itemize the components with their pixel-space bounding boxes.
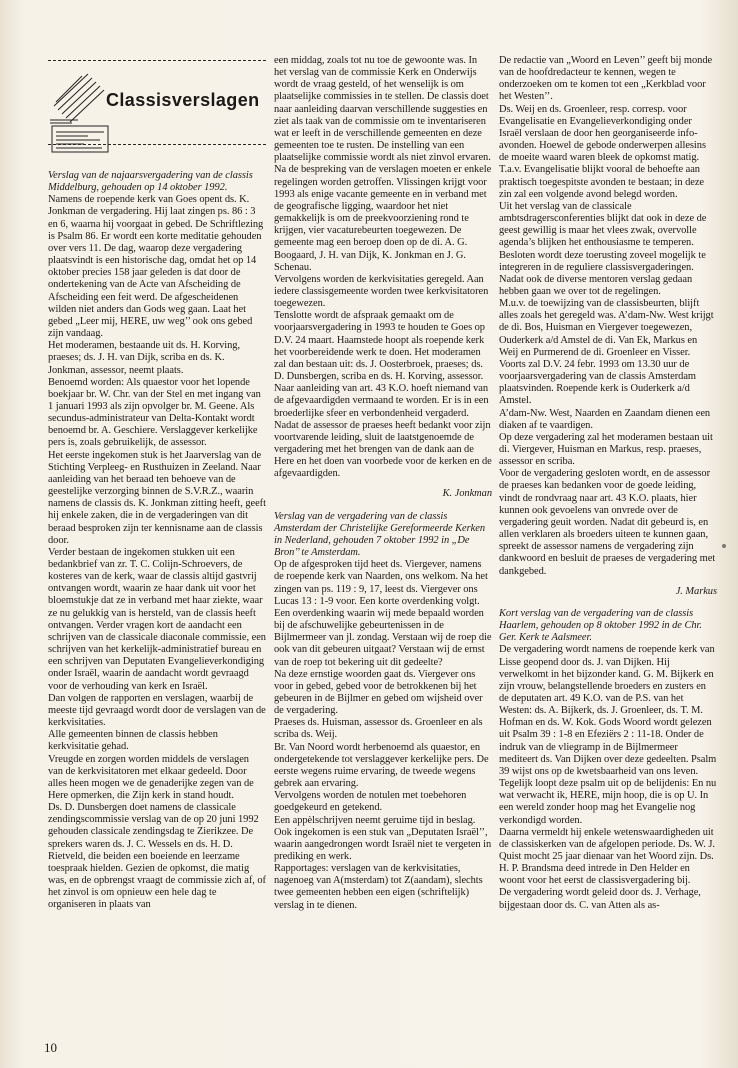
author-signature: J. Markus bbox=[675, 585, 717, 597]
paragraph: Daarna vermeldt hij enkele wetenswaardigheden uit de classiskerken van de afgelopen periode. Ds. W. J. Quist mocht 25 jaar dienaar van het Woord zijn. Ds. H. P. Brandsma deed intrede in Den Helder en woont voor het eerst de classisvergadering bij. bbox=[499, 826, 715, 887]
paragraph: Praeses ds. Huisman, assessor ds. Groenleer en als scriba ds. Weij. bbox=[274, 717, 483, 741]
author-signature: K. Jonkman bbox=[442, 488, 492, 500]
paragraph: Nadat de assessor de praeses heeft bedankt voor zijn voortvarende leiding, sluit de laatstgenoemde de vergadering met het brengen van de dank aan de Here en het doen van voorbede voor de kerken en de afgevaardigden. bbox=[274, 419, 492, 480]
paragraph: Benoemd worden: Als quaestor voor het lopende boekjaar br. W. Chr. van der Stel en met ingang van 1 januari 1993 als zijn opvolger br. M. Geene. Als secundus-administrateur van Delta-Kontakt wordt benoemd br. A. Geschiere. Verslaggever kerkelijke pers is, zoals gebruikelijk, de assessor. bbox=[48, 376, 261, 449]
paragraph: Ds. D. Dunsbergen doet namens de classicale zendingscommissie verslag van de op 20 juni 1992 gehouden classicale zendingsdag te Zierikzee. De sprekers waren ds. J. C. Wessels en ds. H. D. Rietveld, die beiden een boeiende en leerzame toespraak hielden. Gezien de opkomst, die matig was, en de opbrengst vraagt de commissie zich af, of het zinvol is om opnieuw een hele dag te organiseren in plaats van bbox=[48, 802, 266, 911]
header-top-rule bbox=[48, 60, 266, 61]
paragraph: Alle gemeenten binnen de classis hebben kerkvisitatie gehad. bbox=[48, 729, 218, 753]
paragraph: Op deze vergadering zal het moderamen bestaan uit di. Viergever, Huisman en Markus, resp. praeses, assessor en scriba. bbox=[499, 431, 713, 468]
report-intro: Kort verslag van de vergadering van de classis Haarlem, gehouden op 8 oktober 1992 in de Chr. Ger. Kerk te Aalsmeer. bbox=[499, 607, 702, 644]
paragraph: Op de afgesproken tijd heet ds. Viergever, namens de roepende kerk van Naarden, ons welkom. Na het zingen van ps. 119 : 9, 17, leest ds. Viergever ons Lucas 13 : 1-9 voor. Een korte overdenking volgt. Een overdenking waarin wij mede bepaald worden bij de afschuwelijke gebeurtenissen in de Bijlmermeer van jl. zondag. Verstaan wij de roep die ook van dit gebeuren uitgaat? Verstaan wij de ernst van de roep tot bekering uit dit gedeelte? bbox=[274, 559, 492, 668]
paragraph: een middag, zoals tot nu toe de gewoonte was. In het verslag van de commissie Kerk en Onderwijs wordt de vraag gesteld, of het wenselijk is om plaatselijke commissies in te stellen. De classis doet naar aanleiding daarvan verschillende suggesties en ziet als taak van de commissie om te inventariseren wat er leeft in de verschillende gemeenten en deze gemeenten toe te rusten. De instelling van een plaatselijke commissie wordt als niet zinvol ervaren. bbox=[274, 55, 491, 164]
paragraph: M.u.v. de toewijzing van de classisbeurten, blijft alles zoals het geregeld was. A’dam-Nw. West krijgt de di. Bos, Huisman en Viergever toegewezen, Ouderkerk a/d Amstel de di. Van Ek, Markus en Weij en Purmerend de di. Groenleer en Visser. bbox=[499, 298, 714, 358]
section-header bbox=[48, 60, 266, 175]
paragraph: Rapportages: verslagen van de kerkvisitaties, nagenoeg van A(msterdam) tot Z(aandam), slechts twee gemeenten hebben een eigen (schriftelijk) verslag in te dienen. bbox=[274, 863, 483, 911]
page-number: 10 bbox=[44, 1040, 57, 1055]
column-left bbox=[48, 170, 266, 912]
paragraph: Namens de roepende kerk van Goes opent ds. K. Jonkman de vergadering. Hij laat zingen ps. 86 : 3 en 6, waarna hij voorgaat in gebed. De Schriftlezing is Psalm 86. Er wordt een korte meditatie gehouden over vers 11. De dag, waarop deze vergadering plaatsvindt is een historische dag, omdat het op 14 oktober precies 158 jaar geleden is dat door de ondertekening van de Acte van Afscheiding de Afscheiding een feit werd. De afgescheidenen wilden niet anders dan Gods weg gaan. Laat het gebed „Leer mij, HERE, uw weg’’ ook ons gebed zijn vandaag. bbox=[48, 194, 264, 340]
paragraph: Dan volgen de rapporten en verslagen, waarbij de meeste tijd gevraagd wordt door de verslagen van de kerkvisitaties. bbox=[48, 692, 266, 729]
paragraph: A’dam-Nw. West, Naarden en Zaandam dienen een diaken af te vaardigen. bbox=[499, 407, 711, 431]
paragraph: Na de bespreking van de verslagen moeten er enkele regelingen worden getroffen. Vlissingen krijgt voor 1993 als enige vacante gemeente en in verband met de geografische ligging, waardoor het niet gemakkelijk is om de preekvoorziening rond te krijgen, vier vacaturebeurten toegewezen. De gemeente mag een beroep doen op de di. A. G. Boogaard, J. H. van Dijk, K. Jonkman en J. G. Schenau. bbox=[274, 164, 492, 273]
edge-mark bbox=[722, 544, 726, 548]
paragraph: Vreugde en zorgen worden middels de verslagen van de kerkvisitatoren met elkaar gedeeld. Door alles heen mogen we de genaderijke zegen van de Here opmerken, die Zijn kerk in stand houdt. bbox=[48, 753, 254, 801]
paragraph: Het moderamen, bestaande uit ds. H. Korving, praeses; ds. J. H. van Dijk, scriba en ds. K. Jonkman, assessor, neemt plaats. bbox=[48, 340, 241, 376]
paragraph: Vervolgens worden de notulen met toebehoren goedgekeurd en getekend. bbox=[274, 790, 467, 814]
paragraph: Ook ingekomen is een stuk van „Deputaten Israël’’, waarin aangedrongen wordt Israël niet te vergeten in prediking en werk. bbox=[274, 826, 492, 862]
paragraph: De vergadering wordt geleid door ds. J. Verhage, bijgestaan door ds. C. van Atten als as- bbox=[499, 887, 701, 911]
paragraph: Naar aanleiding van art. 43 K.O. hoeft niemand van de afgevaardigden vermaand te worden. Er is in een broederlijke sfeer en verbondenheid vergaderd. bbox=[274, 383, 489, 419]
paragraph: Tenslotte wordt de afspraak gemaakt om de voorjaarsvergadering in 1993 te houden te Goes op D.V. 24 maart. Haamstede hoopt als roepende kerk het voorbereidende werk te doen. Het moderamen zal dan bestaan uit: ds. J. Oosterbroek, praeses; ds. D. Dunsbergen, scriba en ds. H. Korving, assessor. bbox=[274, 310, 485, 383]
paragraph: De vergadering wordt namens de roepende kerk van Lisse geopend door ds. J. van Dijken. Hij verwelkomt in het bijzonder kand. G. M. Bijkerk en zijn vrouw, belangstellende broeders en zusters en de deputaten art. 49 K.O. van de P.S. van het Westen: ds. A. Bijkerk, ds. J. Groenleer, ds. T. M. Hofman en ds. W. Kok. Gods Woord wordt gelezen uit Psalm 39 : 1-8 en Efeziërs 2 : 11-18. Onder de indruk van de vliegramp in de Bijlmermeer mediteert ds. Van Dijken over deze gedeelten. Psalm 39 wijst ons op de kwetsbaarheid van ons leven. Tegelijk loopt deze psalm uit op de belijdenis: En nu wat verwacht ik, HERE, mijn hoop, die is op U. In een wereld zonder hoop mag het Evangelie nog verkondigd worden. bbox=[499, 644, 717, 826]
column-right bbox=[499, 55, 717, 912]
paragraph: Voorts zal D.V. 24 febr. 1993 om 13.30 uur de voorjaarsvergadering van de classis Amsterdam plaatsvinden. Roepende kerk is Ouderkerk a/d Amstel. bbox=[499, 358, 696, 407]
paragraph: Voor de vergadering gesloten wordt, en de assessor de praeses kan bedanken voor de goede leiding, vindt de rondvraag naar art. 43 K.O. plaats, hier kunnen ook gevoelens van onvrede over de vergadering geuit worden. Nadat dit gebeurd is, en allen verklaren als broeders uiteen te kunnen gaan, spreekt de assessor namens de vergadering zijn dankwoord en besluit de praeses de vergadering met dankgebed. bbox=[499, 468, 716, 577]
report-intro: Verslag van de najaarsvergadering van de classis Middelburg, gehouden op 14 oktober 1992. bbox=[48, 170, 253, 194]
paragraph: Nadat ook de diverse mentoren verslag gedaan hebben gaan we over tot de regelingen. bbox=[499, 273, 693, 297]
paragraph: De redactie van „Woord en Leven’’ geeft bij monde van de hoofdredacteur te kennen, wegen te onderzoeken om te komen tot een „Kerkblad voor het Westen’’. bbox=[499, 55, 713, 103]
paragraph: Na deze ernstige woorden gaat ds. Viergever ons voor in gebed, gebed voor de betrokkenen bij het gebeuren in de Bijlmer en gebed om wijsheid over de vergadering. bbox=[274, 668, 483, 717]
paragraph: Br. Van Noord wordt herbenoemd als quaestor, en ondergetekende tot verslaggever kerkelijke pers. De eerste wegens ruime ervaring, de tweede wegens gebrek aan ervaring. bbox=[274, 741, 489, 790]
section-title: Classisverslagen bbox=[106, 90, 260, 110]
paragraph: Verder bestaan de ingekomen stukken uit een bedankbrief van zr. T. C. Colijn-Schroevers, de kosteres van de kerk, waar de classis altijd gastvrij ontvangen wordt, waarin ze haar dank uit voor het bloemstukje dat ze in verband met haar ziekte, waar ze nu gelukkig van is hersteld, van de classis heeft ontvangen. Verder vragen kort de aandacht een schrijven van de classicale diaconale commissie, een schrijven van het kerkelijk-administratief bureau en een schrijven van Deputaten Evangelieverkondiging onder Israël, waarin de aandacht wordt gevraagd voor de verhouding van kerk en Israël. bbox=[48, 546, 266, 692]
header-bottom-rule bbox=[48, 144, 266, 145]
paragraph: Vervolgens worden de kerkvisitaties geregeld. Aan iedere classisgemeente worden twee kerkvisitatoren toegewezen. bbox=[274, 273, 489, 310]
paragraph: Een appèlschrijven neemt geruime tijd in beslag. bbox=[274, 814, 476, 826]
report-intro: Verslag van de vergadering van de classis Amsterdam der Christelijke Gereformeerde Kerken in Nederland, gehouden 7 oktober 1992 in „De Bron’’ te Amsterdam. bbox=[274, 510, 485, 559]
column-middle bbox=[274, 55, 492, 912]
paragraph: Het eerste ingekomen stuk is het Jaarverslag van de Stichting Verpleeg- en Rusthuizen in Zeeland. Naar aanleiding van het beraad ten behoeve van de geestelijke verzorging binnen de S.V.R.Z., waarin namens de classis ds. K. Jonkman zitting heeft, geeft hij enkele zaken, die in de vergaderingen van dit beraad besproken zijn ter kennisname aan de classis door. bbox=[48, 449, 266, 546]
paragraph: Uit het verslag van de classicale ambtsdragersconferenties blijkt dat ook in deze de geest gewillig is maar het vlees zwak, overvolle agenda’s blijken het enthousiasme te temperen. Besloten wordt deze toerusting zoveel mogelijk te integreren in de reguliere classisvergaderingen. bbox=[499, 200, 707, 273]
paragraph: Ds. Weij en ds. Groenleer, resp. corresp. voor Evangelisatie en Evangelieverkondiging onder Israël verslaan de door hen georganiseerde info-avonden. Hoewel de gebode onderwerpen allesins de moeite waard waren bleek de opkomst matig. T.a.v. Evangelisatie blijkt vooral de behoefte aan praktisch toegespitste avonden te bestaan; in deze zin zal een volgende avond belegd worden. bbox=[499, 103, 706, 200]
